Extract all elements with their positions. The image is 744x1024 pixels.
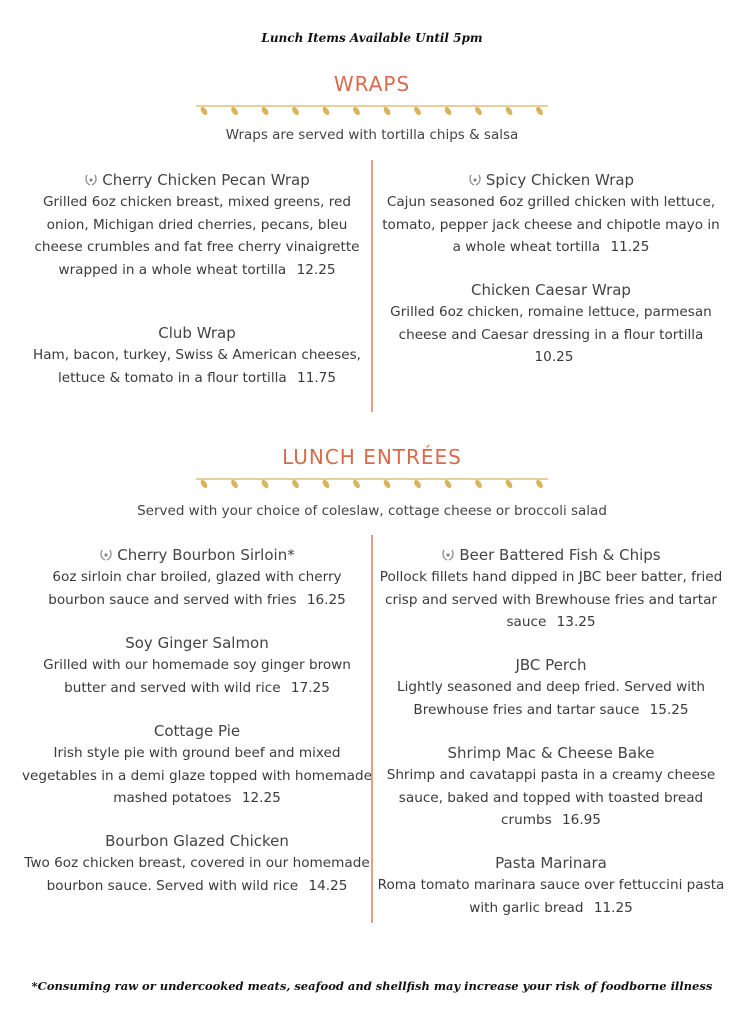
vine-divider-icon [192, 98, 552, 118]
vine-leaf [474, 479, 484, 490]
food-safety-disclaimer: *Consuming raw or undercooked meats, seafood and shellfish may increase your risk of foodborne illness [31, 979, 713, 993]
vine-leaf [443, 106, 453, 117]
wreath-icon [99, 549, 113, 561]
item-price: 16.95 [562, 812, 601, 828]
item-price: 13.25 [556, 614, 596, 630]
item-description: Grilled 6oz chicken, romaine lettuce, parmesan cheese and Caesar dressing in a flour tortilla 10.25 [390, 304, 712, 365]
item-description: Shrimp and cavatappi pasta in a creamy cheese sauce, baked and topped with toasted bread crumbs 16.95 [386, 767, 716, 828]
item-name: Pasta Marinara [495, 854, 607, 872]
menu-item [376, 853, 726, 919]
item-price: 16.25 [306, 591, 346, 608]
vine-leaf [321, 106, 331, 117]
menu-item [376, 170, 726, 259]
item-description: Two 6oz chicken breast, covered in our homemade bourbon sauce. Served with wild rice 14.25 [24, 855, 370, 894]
vine-leaf [413, 106, 423, 117]
vine-leaf [474, 106, 484, 117]
vine-leaf [504, 106, 514, 117]
menu-item [22, 323, 372, 389]
menu-item [22, 633, 372, 699]
item-name: Cottage Pie [153, 722, 241, 740]
item-name: Soy Ginger Salmon [125, 634, 269, 652]
vine-leaf [382, 106, 392, 117]
item-name: Cherry Bourbon Sirloin* [22, 545, 372, 565]
item-description: Pollock fillets hand dipped in JBC beer batter, fried crisp and served with Brewhouse fries and tartar sauce 13.25 [379, 569, 723, 630]
item-name: Cherry Chicken Pecan Wrap [22, 170, 372, 190]
vine-leaf [199, 479, 209, 490]
item-price: 12.25 [296, 261, 336, 278]
vine-leaf [230, 479, 240, 490]
item-price: 11.25 [593, 899, 633, 916]
item-description: Ham, bacon, turkey, Swiss & American cheeses, lettuce & tomato in a flour tortilla 11.75 [32, 347, 362, 386]
item-name: Chicken Caesar Wrap [471, 281, 631, 299]
wreath-icon [84, 174, 98, 186]
item-price: 11.25 [610, 239, 650, 255]
vine-leaf [291, 106, 301, 117]
menu-item [22, 831, 372, 897]
entrees-title: LUNCH ENTRÉES [282, 445, 462, 469]
item-price: 15.25 [649, 701, 689, 718]
wreath-icon [468, 174, 482, 186]
wreath-icon [441, 549, 455, 561]
item-price: 12.25 [241, 790, 281, 806]
menu-item [376, 743, 726, 832]
vine-leaf [230, 106, 240, 117]
vine-leaf [535, 479, 545, 490]
menu-item [22, 721, 372, 810]
item-price: 17.25 [290, 679, 330, 696]
menu-item [22, 170, 372, 281]
vine-leaf [382, 479, 392, 490]
item-price: 11.75 [297, 369, 336, 386]
vine-leaf [443, 479, 453, 490]
item-name: JBC Perch [515, 656, 587, 674]
vine-leaf [352, 106, 362, 117]
item-price: 14.25 [308, 877, 348, 894]
item-description: Irish style pie with ground beef and mixed vegetables in a demi glaze topped with homemade mashed potatoes 12.25 [22, 745, 372, 806]
item-name: Spicy Chicken Wrap [376, 170, 726, 190]
item-description: Grilled with our homemade soy ginger brown butter and served with wild rice 17.25 [43, 657, 351, 696]
vine-leaf [260, 479, 270, 490]
vine-leaf [352, 479, 362, 490]
item-description: Cajun seasoned 6oz grilled chicken with lettuce, tomato, pepper jack cheese and chipotle mayo in a whole wheat tortilla 11.25 [382, 194, 720, 255]
item-name: Club Wrap [158, 324, 236, 342]
item-name: Bourbon Glazed Chicken [105, 832, 289, 850]
item-description: Roma tomato marinara sauce over fettuccini pasta with garlic bread 11.25 [377, 877, 725, 916]
wraps-subtitle: Wraps are served with tortilla chips & salsa [225, 127, 519, 143]
vine-leaf [504, 479, 514, 490]
item-description: Lightly seasoned and deep fried. Served with Brewhouse fries and tartar sauce 15.25 [397, 679, 705, 718]
vine-leaf [291, 479, 301, 490]
vine-leaf [321, 479, 331, 490]
vine-divider-icon [192, 471, 552, 491]
vine-leaf [199, 106, 209, 117]
entrees-subtitle: Served with your choice of coleslaw, cottage cheese or broccoli salad [137, 503, 607, 519]
item-name: Beer Battered Fish & Chips [376, 545, 726, 565]
vine-leaf [535, 106, 545, 117]
item-name: Shrimp Mac & Cheese Bake [447, 744, 655, 762]
hours-note: Lunch Items Available Until 5pm [261, 31, 483, 45]
item-description: 6oz sirloin char broiled, glazed with cherry bourbon sauce and served with fries 16.25 [48, 569, 346, 608]
vine-leaf [260, 106, 270, 117]
menu-item [376, 545, 726, 634]
vine-leaf [413, 479, 423, 490]
menu-item [376, 280, 726, 369]
menu-item [22, 545, 372, 611]
wraps-title: WRAPS [333, 72, 411, 96]
item-price: 10.25 [534, 349, 574, 365]
item-description: Grilled 6oz chicken breast, mixed greens, red onion, Michigan dried cherries, pecans, bleu cheese crumbles and fat free cherry vinaigrette wrapped in a whole wheat tortilla 12.25 [34, 194, 360, 278]
menu-item [376, 655, 726, 721]
